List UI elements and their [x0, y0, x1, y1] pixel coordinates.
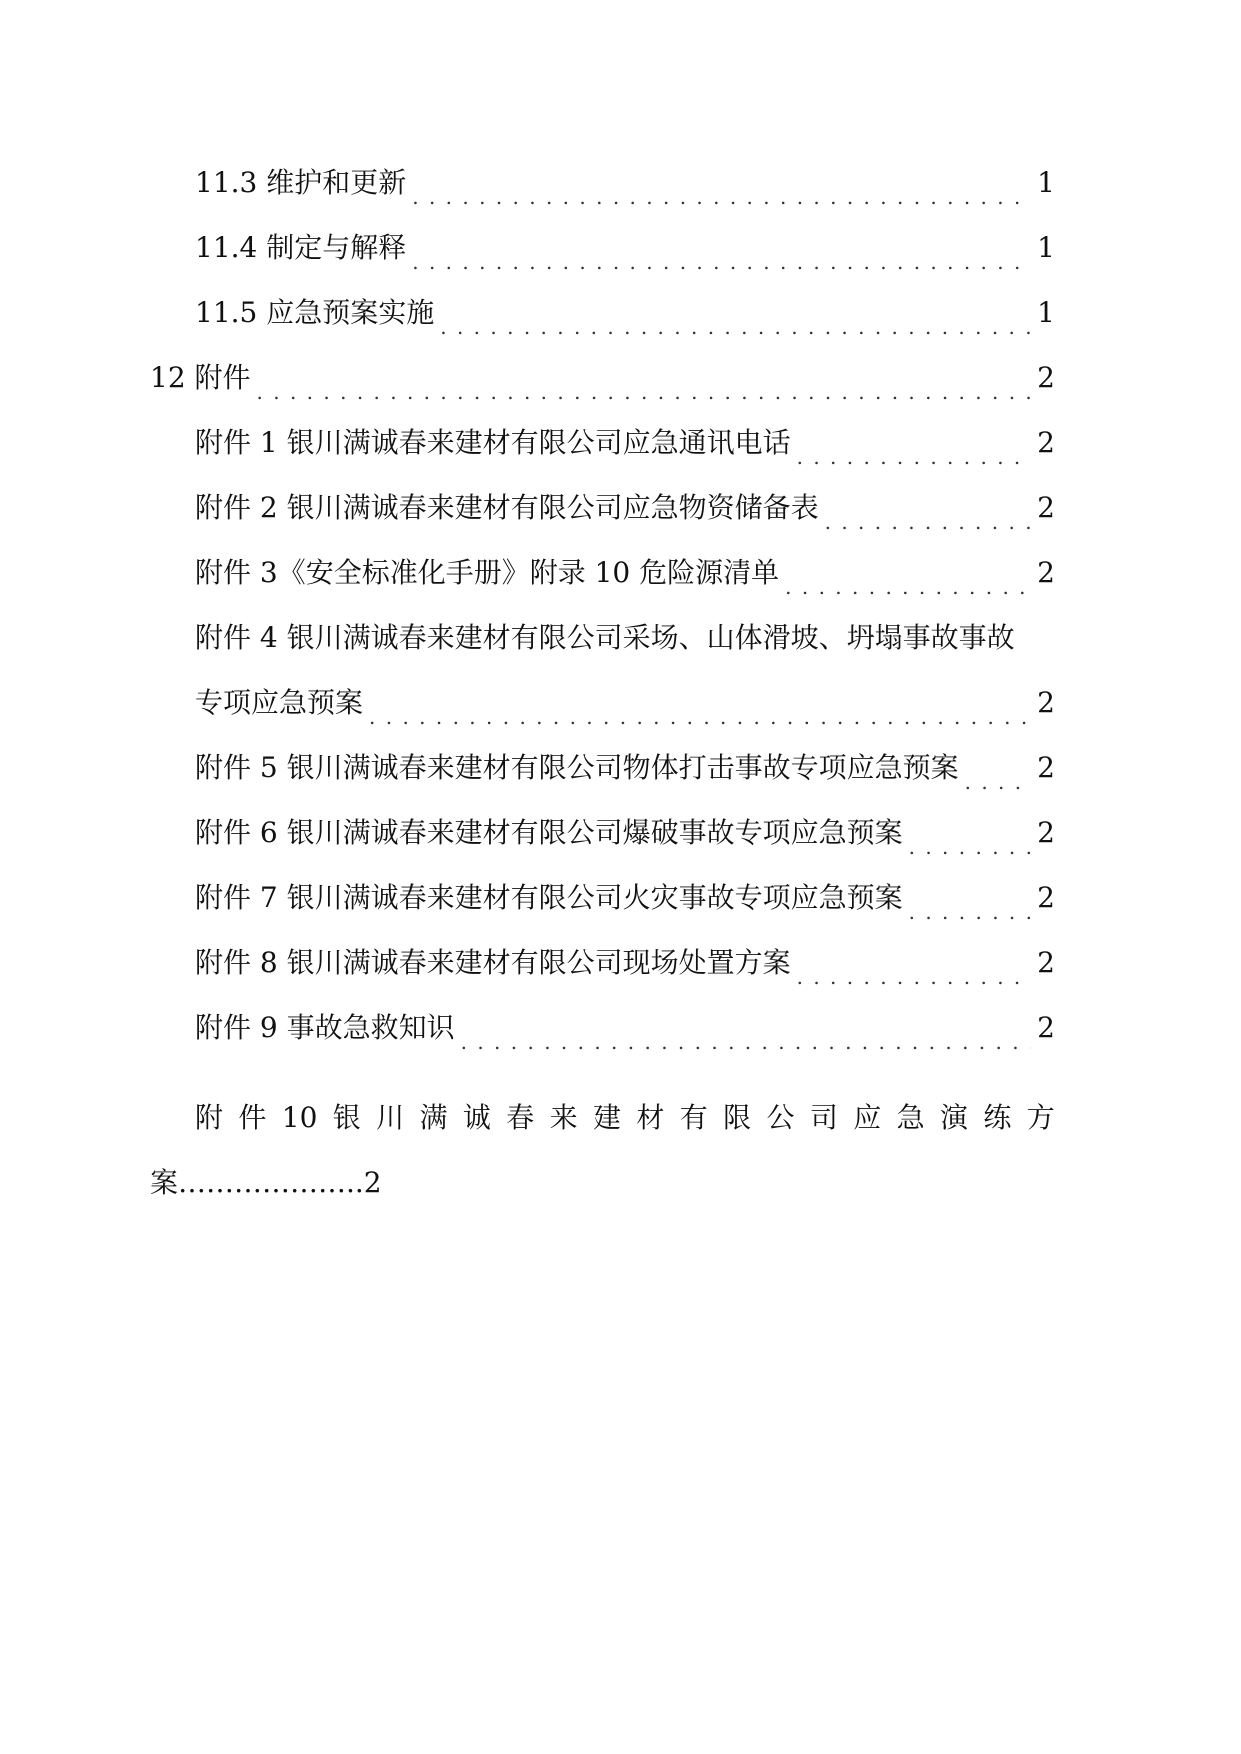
toc-word: 司: [809, 1101, 838, 1134]
toc-dot-leader: [965, 735, 1032, 800]
toc-word: 来: [549, 1101, 578, 1134]
toc-entry-label: 附件 9 事故急救知识: [195, 1011, 455, 1044]
toc-entry[interactable]: [150, 930, 1055, 995]
toc-page-number: 2: [1037, 946, 1055, 979]
toc-entry-continuation[interactable]: [150, 670, 1055, 735]
toc-entry-label: 11.5 应急预案实施: [195, 296, 435, 329]
toc-entry[interactable]: [150, 865, 1055, 930]
toc-page-number: 1: [1037, 231, 1055, 264]
toc-page-number: 1: [1037, 166, 1055, 199]
toc-word: 件: [238, 1101, 267, 1134]
toc-page-number: 2: [1037, 556, 1055, 589]
toc-dot-leader: [440, 280, 1031, 345]
toc-page-number: 2: [1037, 1011, 1055, 1044]
toc-entry-label: 附件 2 银川满诚春来建材有限公司应急物资储备表: [195, 491, 819, 524]
toc-justified-continuation: 案………………..2: [150, 1166, 382, 1199]
toc-dot-leader: [369, 670, 1031, 735]
toc-word: 银: [332, 1101, 361, 1134]
toc-entry[interactable]: [150, 605, 1055, 670]
toc-word: 诚: [462, 1101, 491, 1134]
toc-entry[interactable]: [150, 540, 1055, 605]
toc-entry-justified[interactable]: [150, 1085, 1055, 1215]
toc-entry-label: 附件 8 银川满诚春来建材有限公司现场处置方案: [195, 946, 791, 979]
toc-dot-leader: [797, 930, 1032, 995]
toc-word: 方: [1026, 1101, 1055, 1134]
toc-page-number: 2: [1037, 426, 1055, 459]
toc-entry-label: 11.3 维护和更新: [195, 166, 407, 199]
toc-entry-label: 附件 4 银川满诚春来建材有限公司采场、山体滑坡、坍塌事故事故: [195, 621, 1015, 654]
toc-page-number: 1: [1037, 296, 1055, 329]
toc-entry-label: 11.4 制定与解释: [195, 231, 407, 264]
toc-entry[interactable]: [150, 475, 1055, 540]
table-of-contents: [150, 150, 1055, 1060]
toc-entry-label: 附件 1 银川满诚春来建材有限公司应急通讯电话: [195, 426, 791, 459]
toc-page-number: 2: [1037, 816, 1055, 849]
toc-page-number: 2: [1037, 361, 1055, 394]
toc-word: 练: [983, 1101, 1012, 1134]
toc-entry[interactable]: [150, 280, 1055, 345]
toc-word: 限: [723, 1101, 752, 1134]
toc-dot-leader: [412, 150, 1031, 215]
toc-page-number: 2: [1037, 881, 1055, 914]
toc-dot-leader: [825, 475, 1032, 540]
toc-dot-leader: [909, 865, 1032, 930]
toc-entry[interactable]: [150, 410, 1055, 475]
toc-dot-leader: [412, 215, 1031, 280]
toc-entry[interactable]: [150, 995, 1055, 1060]
toc-word: 附: [195, 1101, 224, 1134]
toc-dot-leader: [909, 800, 1032, 865]
toc-dot-leader: [257, 345, 1032, 410]
toc-word: 10: [281, 1101, 318, 1134]
toc-entry-label: 专项应急预案: [195, 686, 364, 719]
toc-word: 演: [940, 1101, 969, 1134]
toc-entry[interactable]: [150, 735, 1055, 800]
toc-word: 满: [419, 1101, 448, 1134]
toc-entry-label: 附件 6 银川满诚春来建材有限公司爆破事故专项应急预案: [195, 816, 903, 849]
toc-word: 急: [896, 1101, 925, 1134]
toc-page-number: 2: [1037, 491, 1055, 524]
toc-entry[interactable]: [150, 345, 1055, 410]
toc-entry[interactable]: [150, 215, 1055, 280]
toc-page-number: 2: [1037, 751, 1055, 784]
toc-justified-line: [150, 1085, 1055, 1150]
toc-entry-label: 12 附件: [150, 361, 251, 394]
toc-word: 材: [636, 1101, 665, 1134]
toc-entry[interactable]: [150, 800, 1055, 865]
toc-entry-label: 附件 7 银川满诚春来建材有限公司火灾事故专项应急预案: [195, 881, 903, 914]
toc-dot-leader: [461, 995, 1032, 1060]
toc-word: 川: [376, 1101, 405, 1134]
toc-dot-leader: [785, 540, 1031, 605]
toc-entry-label: 附件 3《安全标准化手册》附录 10 危险源清单: [195, 556, 780, 589]
toc-page-number: 2: [1037, 686, 1055, 719]
toc-word: 建: [593, 1101, 622, 1134]
toc-word: 春: [506, 1101, 535, 1134]
toc-entry-label: 附件 5 银川满诚春来建材有限公司物体打击事故专项应急预案: [195, 751, 959, 784]
toc-word: 公: [766, 1101, 795, 1134]
toc-entry[interactable]: [150, 150, 1055, 215]
toc-word: 应: [853, 1101, 882, 1134]
toc-word: 有: [679, 1101, 708, 1134]
toc-dot-leader: [797, 410, 1032, 475]
